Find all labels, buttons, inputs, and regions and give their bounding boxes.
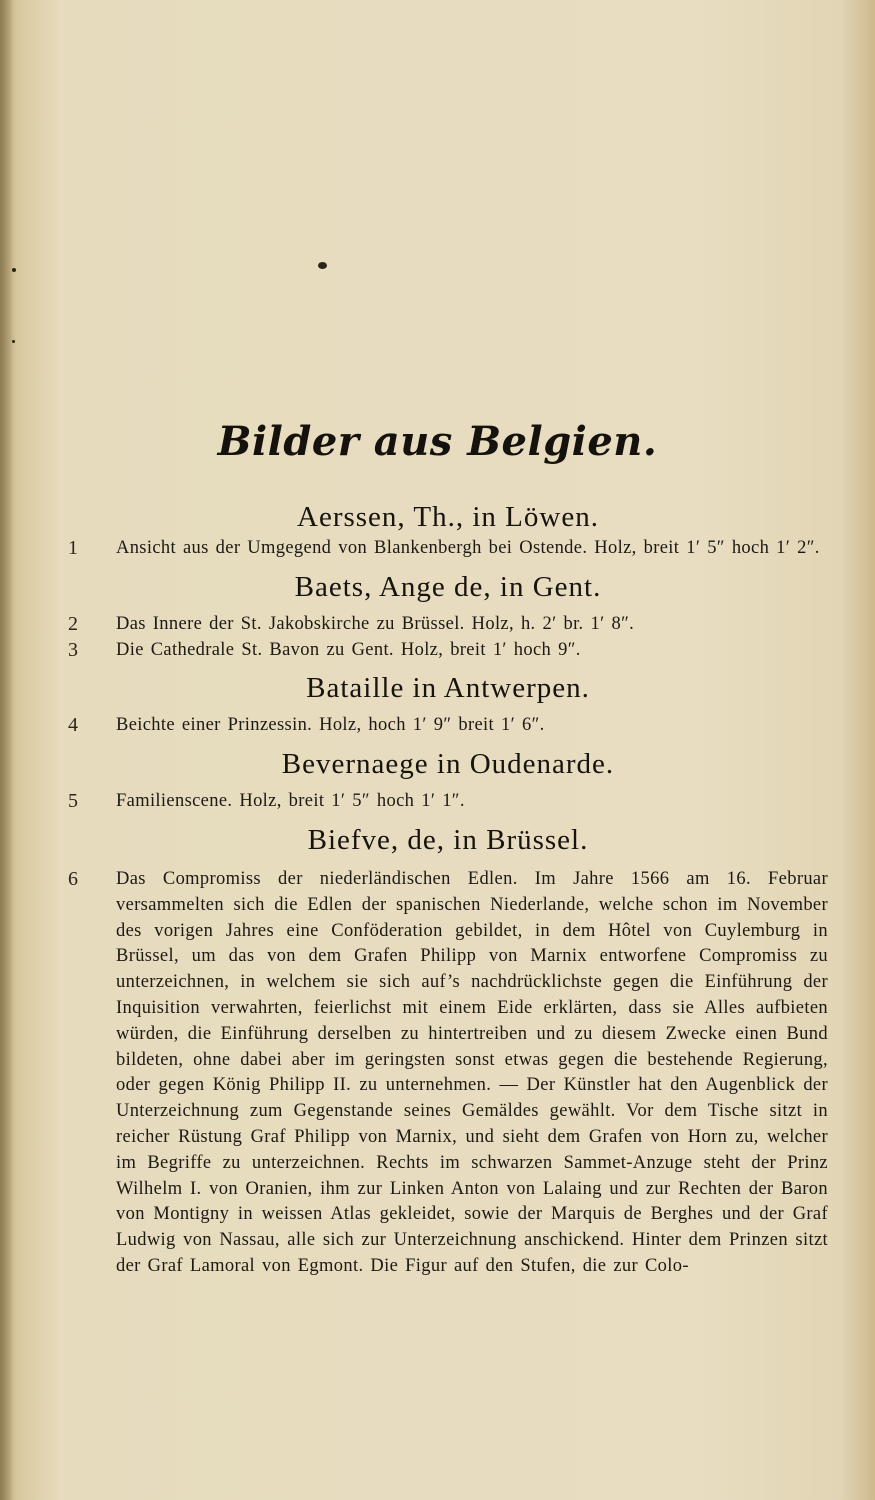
entry-number: 5 <box>68 790 79 813</box>
artist-heading: Biefve, de, in Brüssel. <box>307 823 589 856</box>
ink-speck <box>318 262 327 269</box>
entry-text: Beichte einer Prinzessin. Holz, hoch 1′ 9″ breit 1′ 6″. <box>116 715 545 736</box>
catalog-content <box>68 498 828 1280</box>
entry-number: 2 <box>68 612 79 635</box>
catalog-entry <box>68 536 828 562</box>
ink-speck <box>12 340 15 343</box>
artist-heading: Baets, Ange de, in Gent. <box>294 570 602 603</box>
artist-heading: Bevernaege in Oudenarde. <box>281 748 615 781</box>
catalog-entry <box>68 638 828 664</box>
catalog-entry <box>68 612 828 638</box>
entry-text: Die Cathedrale St. Bavon zu Gent. Holz, breit 1′ hoch 9″. <box>116 639 581 660</box>
entry-text: Ansicht aus der Umgegend von Blankenbergh bei Ostende. Holz, breit 1′ 5″ hoch 1′ 2″. <box>116 538 820 558</box>
artist-section <box>68 745 828 815</box>
entry-number: 6 <box>68 867 79 890</box>
artist-section <box>68 669 828 739</box>
artist-heading: Aerssen, Th., in Löwen. <box>297 501 599 533</box>
catalog-entry <box>68 713 828 739</box>
entry-number: 4 <box>68 714 79 737</box>
artist-heading: Bataille in Antwerpen. <box>306 672 590 705</box>
catalog-entry <box>68 867 828 1280</box>
entry-text: Das Compromiss der niederländischen Edlen. Im Jahre 1566 am 16. Februar versammelten sich die Edlen der spanischen Niederlande, welche schon im November des vorigen Jahres eine Conföderation gebildet, in dem Hôtel von Cuylemburg in Brüssel, um das von dem Grafen Philipp von Marnix entworfene Compromiss zu unterzeichnen, in welchem sie sich auf’s nachdrücklichste gegen die Einführung der Inquisition verwahrten, feierlichst mit einem Eide erklärten, dass sie Alles aufbieten würden, die Einführung derselben zu hintertreiben und zu diesem Zwecke einen Bund bildeten, ohne dabei aber im geringsten sonst etwas gegen die bestehende Regierung, oder gegen König Philipp II. zu unternehmen. — Der Künstler hat den Augenblick der Unterzeichnung zum Gegenstande seines Gemäldes gewählt. Vor dem Tische sitzt in reicher Rüstung Graf Philipp von Marnix, und sieht dem Grafen von Horn zu, welcher im Begriffe zu unterzeichnen. Rechts im schwarzen Sammet-Anzuge steht der Prinz Wilhelm I. von Oranien, ihm zur Linken Anton von Lalaing und zur Rechten der Baron von Montigny in weissen Atlas gekleidet, sowie der Marquis de Berghes und der Graf Ludwig von Nassau, alle sich zur Unterzeichnung anschickend. Hinter dem Prinzen sitzt der Graf Lamoral von Egmont. Die Figur auf den Stufen, die zur Colo- <box>116 868 828 1276</box>
entry-number: 1 <box>68 537 79 559</box>
entry-text: Das Innere der St. Jakobskirche zu Brüssel. Holz, h. 2′ br. 1′ 8″. <box>116 613 635 634</box>
artist-section <box>68 568 828 664</box>
artist-section <box>68 498 828 562</box>
catalog-entry <box>68 789 828 815</box>
artist-section <box>68 821 828 1280</box>
page-title: Bilder aus Belgien. <box>217 418 658 465</box>
page-spine-shadow <box>0 0 14 1500</box>
ink-speck <box>12 268 16 272</box>
entry-text: Familienscene. Holz, breit 1′ 5″ hoch 1′ 1″. <box>116 791 465 812</box>
entry-number: 3 <box>68 638 79 661</box>
